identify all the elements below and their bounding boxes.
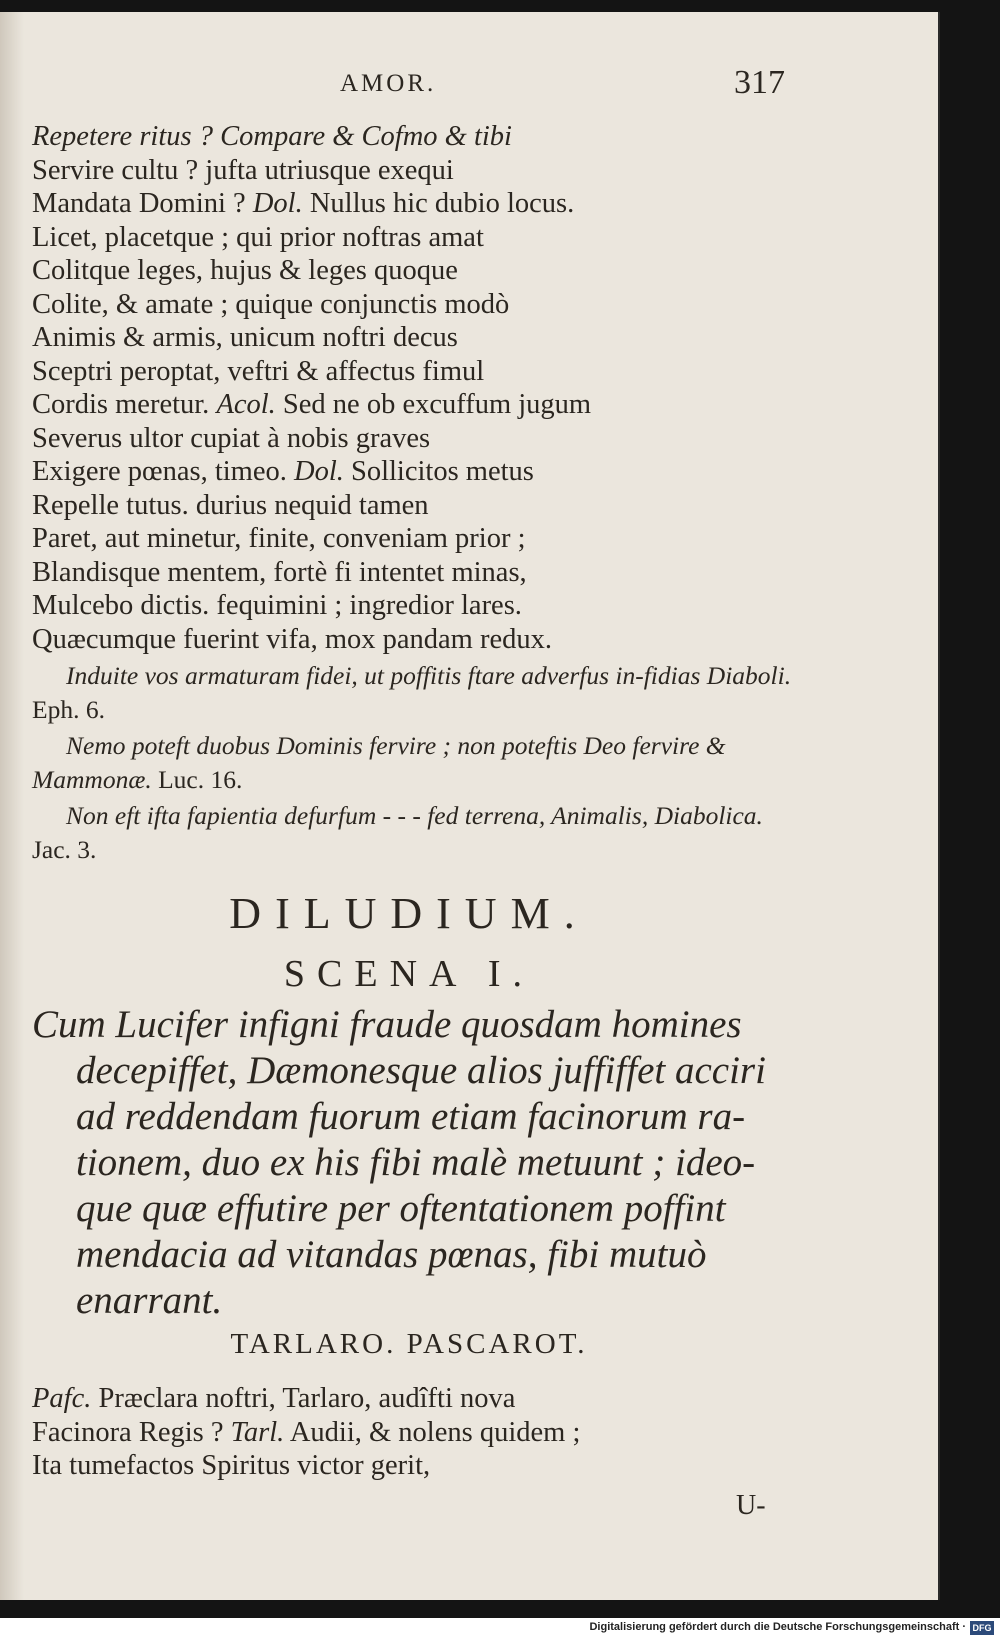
scripture-reference: Eph. 6. xyxy=(32,695,105,724)
verse-line: Pafc. Præclara noftri, Tarlaro, audîfti nova xyxy=(32,1383,516,1414)
funding-credit: Digitalisierung gefördert durch die Deutsche Forschungsgemeinschaft · xyxy=(589,1621,966,1633)
verse-line: Exigere pœnas, timeo. Dol. Sollicitos metus xyxy=(32,456,534,487)
argument-line: tionem, duo ex his fibi malè metuunt ; ideo- xyxy=(76,1141,756,1184)
verse-line: Colite, & amate ; quique conjunctis modò xyxy=(32,288,510,320)
speaker-label: Dol. xyxy=(252,188,303,219)
catchword: U- xyxy=(736,1490,766,1521)
argument-line: que quæ effutire per oftentationem poffint xyxy=(76,1187,726,1230)
verse-line: Sceptri peroptat, veftri & affectus fimul xyxy=(32,355,485,387)
verse-line: Ita tumefactos Spiritus victor gerit, xyxy=(32,1450,431,1481)
scripture-note: Nemo poteft duobus Dominis fervire ; non poteftis Deo fervire & Mammonæ. Luc. 16. xyxy=(32,731,726,794)
argument-line: enarrant. xyxy=(76,1279,223,1322)
verse-line: Licet, placetque ; qui prior noftras amat xyxy=(32,221,484,253)
verse-line: Servire cultu ? jufta utriusque exequi xyxy=(32,154,454,186)
dfg-logo: DFG xyxy=(970,1621,994,1635)
page-gutter xyxy=(0,12,24,1600)
verse-line: Paret, aut minetur, finite, conveniam prior ; xyxy=(32,523,526,554)
verse-line: Animis & armis, unicum noftri decus xyxy=(32,322,458,353)
page-number: 317 xyxy=(734,64,785,101)
speaker-label: Acol. xyxy=(216,389,276,420)
scripture-notes xyxy=(32,659,792,869)
argument-line: ad reddendam fuorum etiam facinorum ra- xyxy=(76,1095,746,1138)
section-title: DILUDIUM. xyxy=(229,889,589,938)
speaker-label: Dol. xyxy=(293,456,344,487)
verse-line: Blandisque mentem, fortè fi intentet minas, xyxy=(32,556,527,588)
scene-argument xyxy=(32,1002,784,1324)
verse-line: Mulcebo dictis. fequimini ; ingredior lares. xyxy=(32,590,522,621)
verse-line: Repetere ritus ? Compare & Cofmo & tibi xyxy=(32,121,512,152)
verse-line: Quæcumque fuerint vifa, mox pandam redux. xyxy=(32,623,552,655)
book-page xyxy=(0,12,940,1600)
argument-line: decepiffet, Dæmonesque alios juffiffet acciri xyxy=(76,1049,766,1092)
argument-line: mendacia ad vitandas pœnas, fibi mutuò xyxy=(76,1233,707,1276)
verse-line: Facinora Regis ? Tarl. Audii, & nolens quidem ; xyxy=(32,1416,581,1448)
dramatis-personae: TARLARO. PASCAROT. xyxy=(230,1328,588,1360)
verse-block-1 xyxy=(32,120,902,656)
verse-block-2 xyxy=(32,1382,902,1483)
verse-line: Cordis meretur. Acol. Sed ne ob excuffum jugum xyxy=(32,389,592,420)
digitization-footer xyxy=(0,1618,1000,1640)
running-head: AMOR. xyxy=(340,70,437,97)
scripture-reference: Jac. 3. xyxy=(32,835,97,864)
scene-title: SCENA I. xyxy=(283,953,535,995)
verse-line: Repelle tutus. durius nequid tamen xyxy=(32,489,429,521)
verse-line: Mandata Domini ? Dol. Nullus hic dubio locus. xyxy=(32,188,575,219)
argument-line: Cum Lucifer infigni fraude quosdam homines xyxy=(32,1003,742,1046)
speaker-label: Tarl. xyxy=(230,1416,285,1448)
scripture-note: Non eft ifta fapientia defurfum - - - fed terrena, Animalis, Diabolica. Jac. 3. xyxy=(32,801,763,864)
scripture-reference: Luc. 16. xyxy=(151,765,243,794)
verse-line: Severus ultor cupiat à nobis graves xyxy=(32,422,431,454)
verse-line: Colitque leges, hujus & leges quoque xyxy=(32,255,458,286)
speaker-label: Pafc. xyxy=(32,1383,92,1414)
scripture-note: Induite vos armaturam fidei, ut poffitis ftare adverfus in-fidias Diaboli. Eph. 6. xyxy=(32,661,792,724)
